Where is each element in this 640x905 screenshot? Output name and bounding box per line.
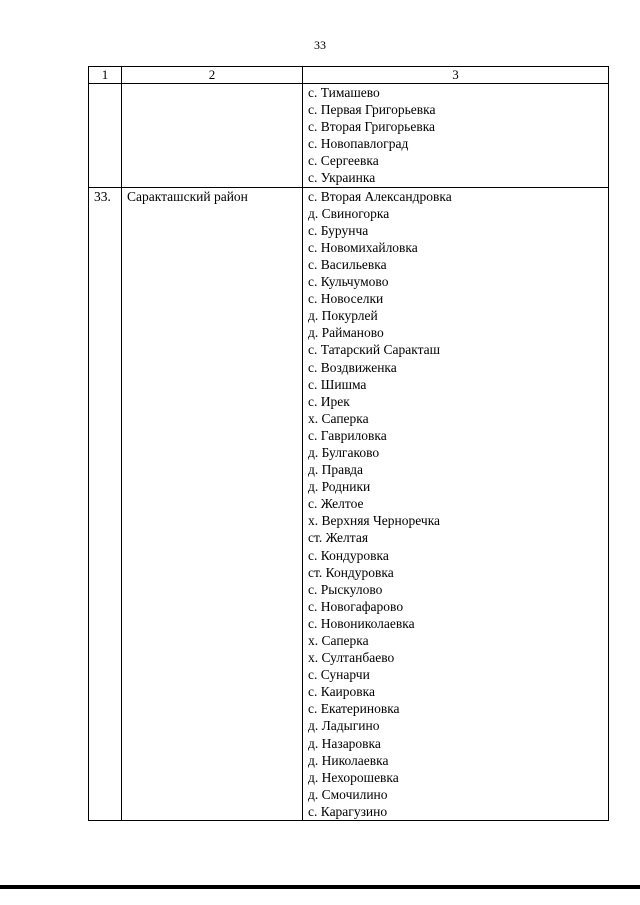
header-col-1: 1 bbox=[89, 67, 122, 84]
settlement-name: с. Новопавлоград bbox=[308, 136, 409, 152]
settlement-name: с. Желтое bbox=[308, 496, 364, 512]
settlement-name: д. Булгаково bbox=[308, 444, 380, 460]
settlement-name: д. Смочилино bbox=[308, 786, 388, 802]
settlement-name: с. Шишма bbox=[308, 376, 367, 392]
settlement-name: ст. Кондуровка bbox=[308, 564, 394, 580]
settlement-name: с. Екатериновка bbox=[308, 701, 400, 717]
settlement-name: с. Воздвиженка bbox=[308, 359, 397, 375]
settlement-name: д. Нехорошевка bbox=[308, 769, 399, 785]
settlement-name: с. Кондуровка bbox=[308, 547, 389, 563]
settlement-name: д. Райманово bbox=[308, 325, 384, 341]
settlement-name: х. Саперка bbox=[308, 410, 369, 426]
settlement-name: д. Свиногорка bbox=[308, 205, 390, 221]
settlement-name: с. Вторая Григорьевка bbox=[308, 119, 436, 135]
settlement-name: с. Украинка bbox=[308, 170, 376, 186]
settlement-name: с. Новониколаевка bbox=[308, 615, 415, 631]
settlement-name: с. Сунарчи bbox=[308, 667, 370, 683]
settlement-name: х. Верхняя Черноречка bbox=[308, 513, 441, 529]
settlement-name: с. Гавриловка bbox=[308, 427, 387, 443]
settlement-name: с. Карагузино bbox=[308, 803, 388, 819]
settlement-name: д. Покурлей bbox=[308, 308, 378, 324]
settlement-name: с. Вторая Александровка bbox=[308, 188, 452, 204]
settlement-name: ст. Желтая bbox=[308, 530, 369, 546]
settlement-name: с. Тимашево bbox=[308, 85, 380, 100]
table-header-row bbox=[89, 67, 609, 84]
table-row bbox=[89, 187, 609, 820]
settlements-cell bbox=[303, 187, 609, 820]
row-number-cell: 33. bbox=[89, 187, 122, 820]
row-number-cell bbox=[89, 84, 122, 188]
settlement-name: д. Ладыгино bbox=[308, 718, 380, 734]
settlement-name: с. Кульчумово bbox=[308, 274, 389, 290]
settlement-name: х. Саперка bbox=[308, 633, 369, 648]
district-cell bbox=[122, 84, 303, 188]
settlement-name: с. Татарский Саракташ bbox=[308, 342, 441, 358]
header-col-2: 2 bbox=[122, 67, 303, 84]
settlement-name: с. Ирек bbox=[308, 393, 350, 409]
settlement-name: с. Первая Григорьевка bbox=[308, 102, 436, 118]
settlement-name: д. Николаевка bbox=[308, 752, 389, 768]
district-cell: Саракташский район bbox=[122, 187, 303, 820]
settlement-name: с. Бурунча bbox=[308, 222, 369, 238]
settlement-name: с. Васильевка bbox=[308, 256, 387, 272]
settlement-name: с. Новоселки bbox=[308, 291, 384, 307]
settlement-name: с. Новомихайловка bbox=[308, 239, 418, 255]
settlement-name: с. Каировка bbox=[308, 684, 376, 700]
settlement-name: с. Рыскулово bbox=[308, 581, 383, 597]
header-col-3: 3 bbox=[303, 67, 609, 84]
table-row bbox=[89, 84, 609, 188]
settlement-name: с. Новогафарово bbox=[308, 598, 404, 614]
settlement-name: д. Правда bbox=[308, 462, 364, 478]
settlement-name: д. Родники bbox=[308, 479, 371, 495]
settlements-table bbox=[88, 66, 609, 821]
settlement-name: д. Назаровка bbox=[308, 735, 381, 751]
settlement-name: с. Сергеевка bbox=[308, 153, 379, 169]
settlements-cell bbox=[303, 84, 609, 188]
settlement-name: х. Султанбаево bbox=[308, 650, 395, 666]
bottom-rule bbox=[0, 885, 640, 889]
page-number: 33 bbox=[314, 38, 326, 52]
